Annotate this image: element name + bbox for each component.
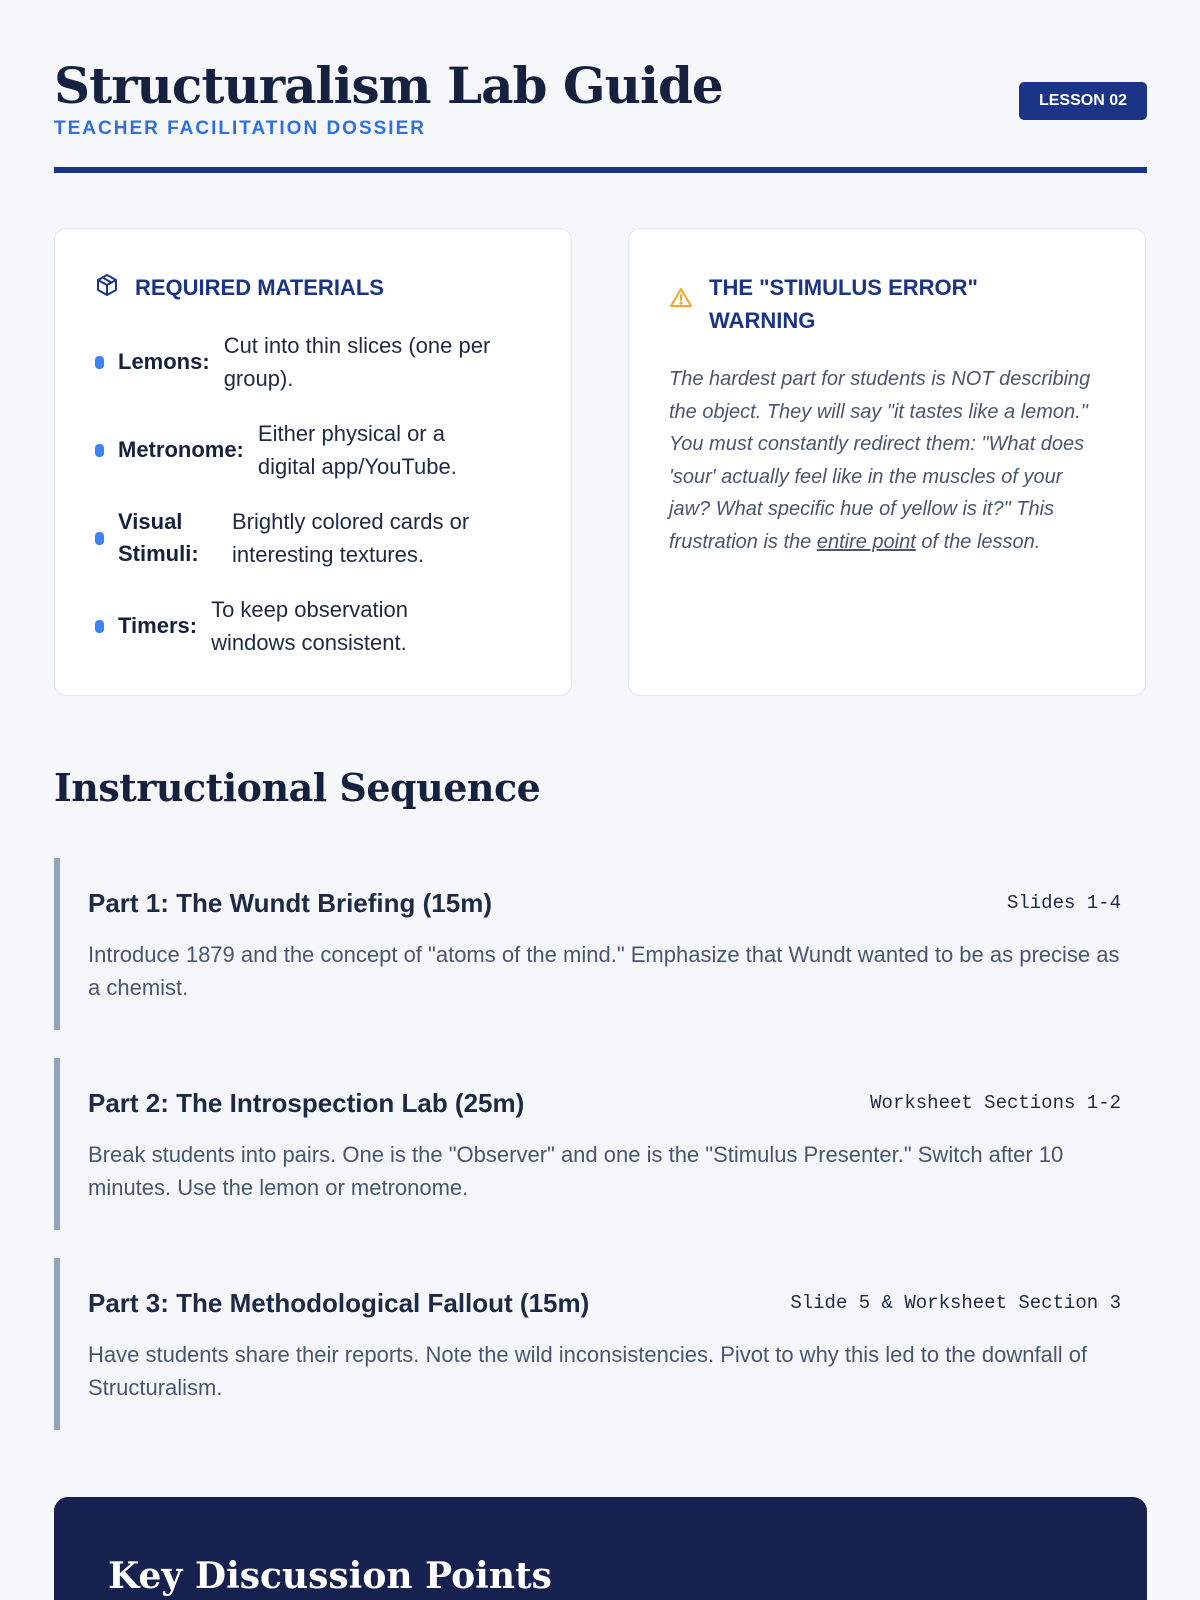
box-icon [95,273,119,297]
header-divider [54,167,1147,173]
warning-text-end: of the lesson. [915,530,1041,553]
page-header [54,56,1147,174]
warning-triangle-icon [669,286,693,310]
step-description: Break students into pairs. One is the "Observer" and one is the "Stimulus Presenter." Switch after 10 minutes. Use the lemon or metronome. [88,1142,1064,1200]
list-item [95,417,535,483]
material-name: Metronome: [118,437,244,462]
list-item [95,329,535,395]
step-reference: Worksheet Sections 1-2 [870,1092,1121,1114]
bullet-icon [95,444,104,457]
material-name: Timers: [118,613,198,638]
page-subtitle: TEACHER FACILITATION DOSSIER [54,118,426,139]
material-description: Brightly colored cards or interesting textures. [232,509,470,567]
warning-card-header [669,271,1009,337]
sequence-step [54,858,1147,1030]
page-title: Structuralism Lab Guide [54,56,723,115]
discussion-panel [54,1497,1147,1600]
materials-card [54,228,572,696]
material-name: Lemons: [118,349,210,374]
material-description: Cut into thin slices (one per group). [223,333,491,391]
sequence-title: Instructional Sequence [54,765,541,810]
material-description: Either physical or a digital app/YouTube. [257,421,457,479]
bullet-icon [95,620,104,633]
step-reference: Slides 1-4 [1006,892,1121,914]
warning-card [628,228,1146,696]
step-title: Part 3: The Methodological Fallout (15m) [88,1288,590,1318]
materials-card-header [95,271,384,304]
sequence-step [54,1258,1147,1430]
list-item [95,593,535,659]
facilitation-guide-page [54,0,1147,1600]
warning-title: THE "STIMULUS ERROR" WARNING [709,275,978,333]
warning-text [669,363,1109,558]
bullet-icon [95,532,104,545]
step-title: Part 1: The Wundt Briefing (15m) [88,888,492,918]
material-description: To keep observation windows consistent. [211,597,408,655]
sequence-step [54,1058,1147,1230]
step-description: Have students share their reports. Note the wild inconsistencies. Pivot to why this led to the downfall of Structuralism. [88,1342,1088,1400]
list-item [95,505,535,571]
material-name: Visual Stimuli: [118,509,199,566]
warning-text-body: The hardest part for students is NOT describing the object. They will say "it tastes like a lemon." You must constantly redirect them: "What does 'sour' actually feel like in the muscles of your jaw? What specific hue of yellow is it?" This frustration is the [669,368,1091,553]
step-description: Introduce 1879 and the concept of "atoms of the mind." Emphasize that Wundt wanted to be as precise as a chemist. [88,942,1120,1000]
materials-list [95,329,535,681]
materials-title: REQUIRED MATERIALS [135,275,384,300]
lesson-badge: LESSON 02 [1019,82,1147,120]
warning-emphasis: entire point [816,530,916,553]
step-title: Part 2: The Introspection Lab (25m) [88,1088,525,1118]
step-reference: Slide 5 & Worksheet Section 3 [790,1292,1121,1314]
discussion-title: Key Discussion Points [108,1555,552,1597]
bullet-icon [95,356,104,369]
